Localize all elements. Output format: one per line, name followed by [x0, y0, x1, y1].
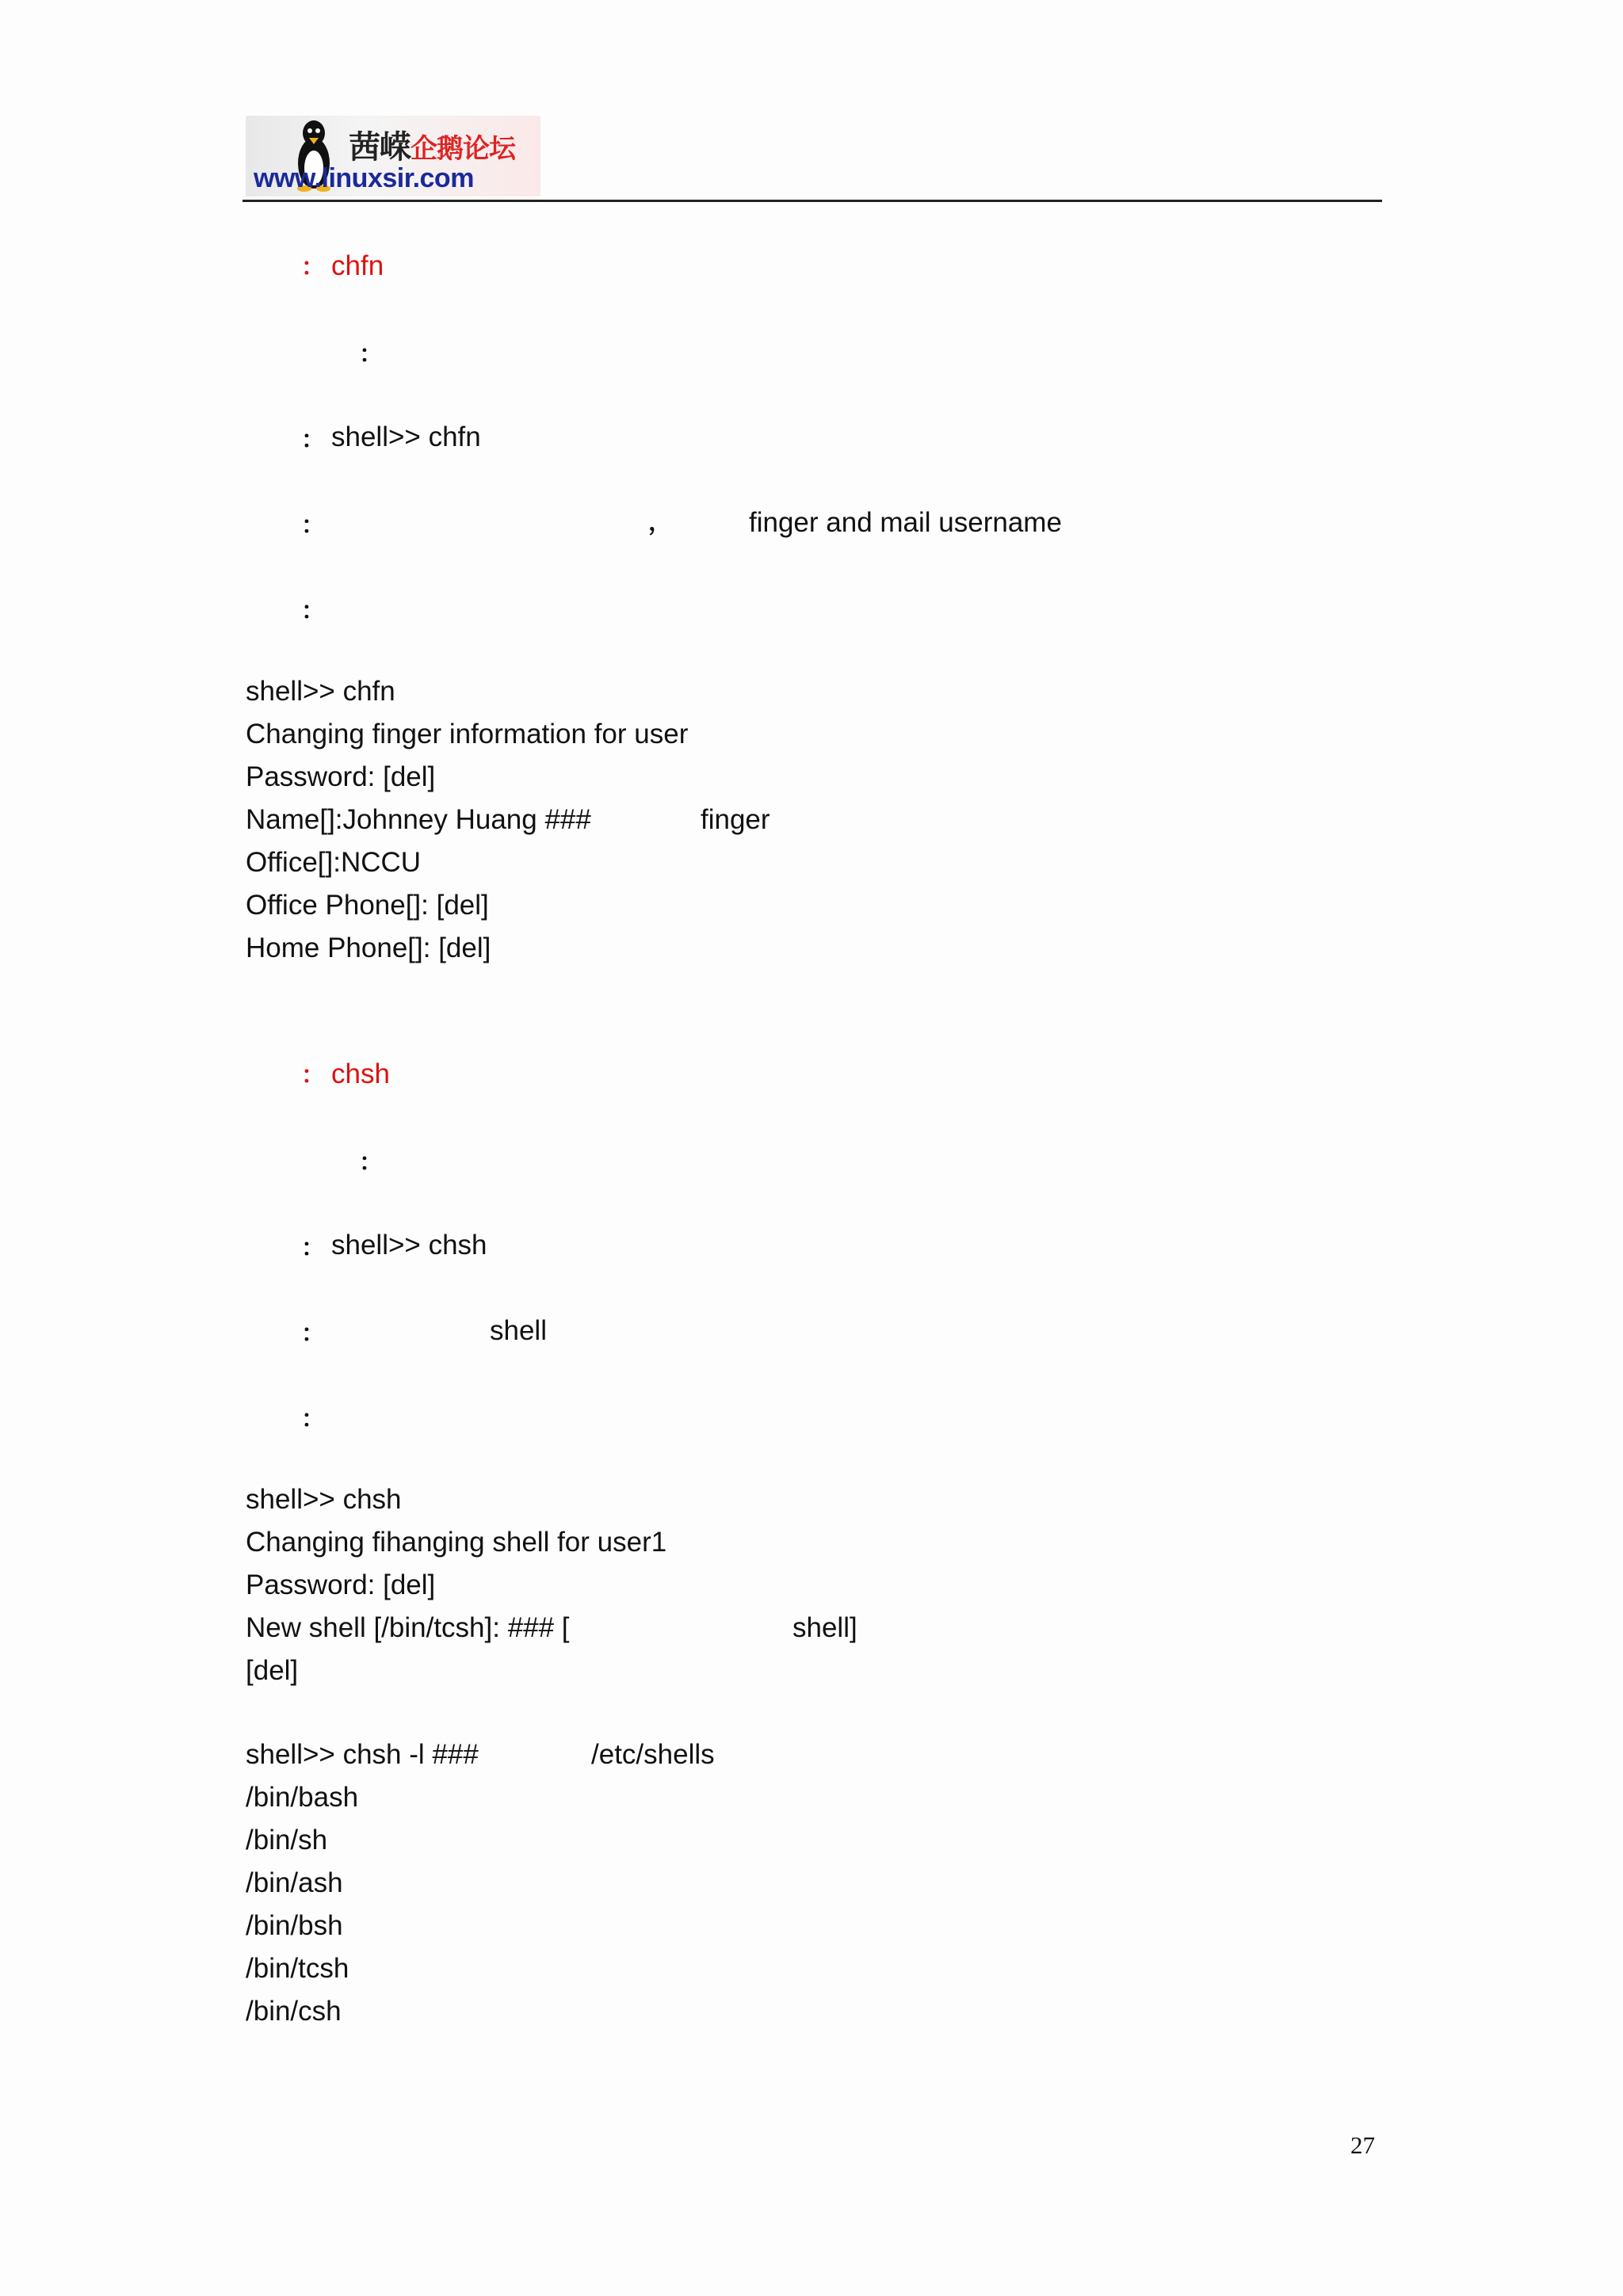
- syntax-colon: ：: [301, 1234, 325, 1262]
- section-title-chfn: chfn: [331, 250, 384, 281]
- code-line: Office[]:NCCU: [246, 847, 422, 878]
- code-line: Changing fihanging shell for user1: [246, 1527, 667, 1558]
- code-line: [del]: [246, 1655, 299, 1686]
- description-chfn: finger and mail username: [749, 507, 1062, 538]
- code-line: New shell [/bin/tcsh]: ### [: [246, 1612, 570, 1643]
- code-line: Office Phone[]: [del]: [246, 890, 489, 921]
- example-colon: ：: [301, 597, 325, 625]
- description-colon: ：: [301, 1320, 325, 1348]
- sub-colon: ：: [359, 1149, 383, 1177]
- code-comment: finger: [701, 804, 770, 835]
- code-line: shell>> chfn: [246, 676, 395, 707]
- header-rule: [242, 200, 1382, 202]
- syntax-colon: ：: [301, 426, 325, 454]
- page-number: 27: [1350, 2131, 1375, 2159]
- shell-list-item: /bin/tcsh: [246, 1953, 349, 1984]
- shell-list-item: /bin/sh: [246, 1825, 328, 1855]
- shell-list-item: /bin/ash: [246, 1867, 343, 1898]
- logo-cn-red: 企鹅论坛: [411, 133, 515, 165]
- description-colon: ：: [301, 512, 325, 540]
- section-title-chsh: chsh: [331, 1058, 390, 1089]
- code-line: Name[]:Johnney Huang ###: [246, 804, 591, 835]
- logo-url: www.linuxsir.com: [254, 163, 474, 193]
- code-line: Changing finger information for user: [246, 719, 689, 749]
- syntax-chfn: shell>> chfn: [331, 421, 481, 452]
- syntax-chsh: shell>> chsh: [331, 1230, 487, 1261]
- description-comma: ，: [648, 509, 672, 536]
- example-colon: ：: [301, 1405, 325, 1433]
- section-title-colon: ：: [301, 1062, 325, 1089]
- code-line: shell>> chsh -l ###: [246, 1739, 479, 1770]
- code-line: Password: [del]: [246, 761, 436, 792]
- code-line: Home Phone[]: [del]: [246, 933, 491, 963]
- code-comment: shell]: [792, 1612, 857, 1643]
- code-line: Password: [del]: [246, 1569, 436, 1600]
- shell-list-item: /bin/bsh: [246, 1910, 343, 1941]
- code-comment: /etc/shells: [591, 1739, 715, 1770]
- shell-list-item: /bin/csh: [246, 1996, 342, 2027]
- logo-cn-black: 茜嵘: [349, 129, 411, 166]
- section-title-colon: ：: [301, 254, 325, 281]
- description-chsh: shell: [490, 1315, 547, 1346]
- site-logo: [246, 116, 540, 196]
- sub-colon: ：: [359, 341, 383, 368]
- shell-list-item: /bin/bash: [246, 1782, 359, 1813]
- logo-chinese-text: [349, 122, 515, 167]
- code-line: shell>> chsh: [246, 1484, 402, 1515]
